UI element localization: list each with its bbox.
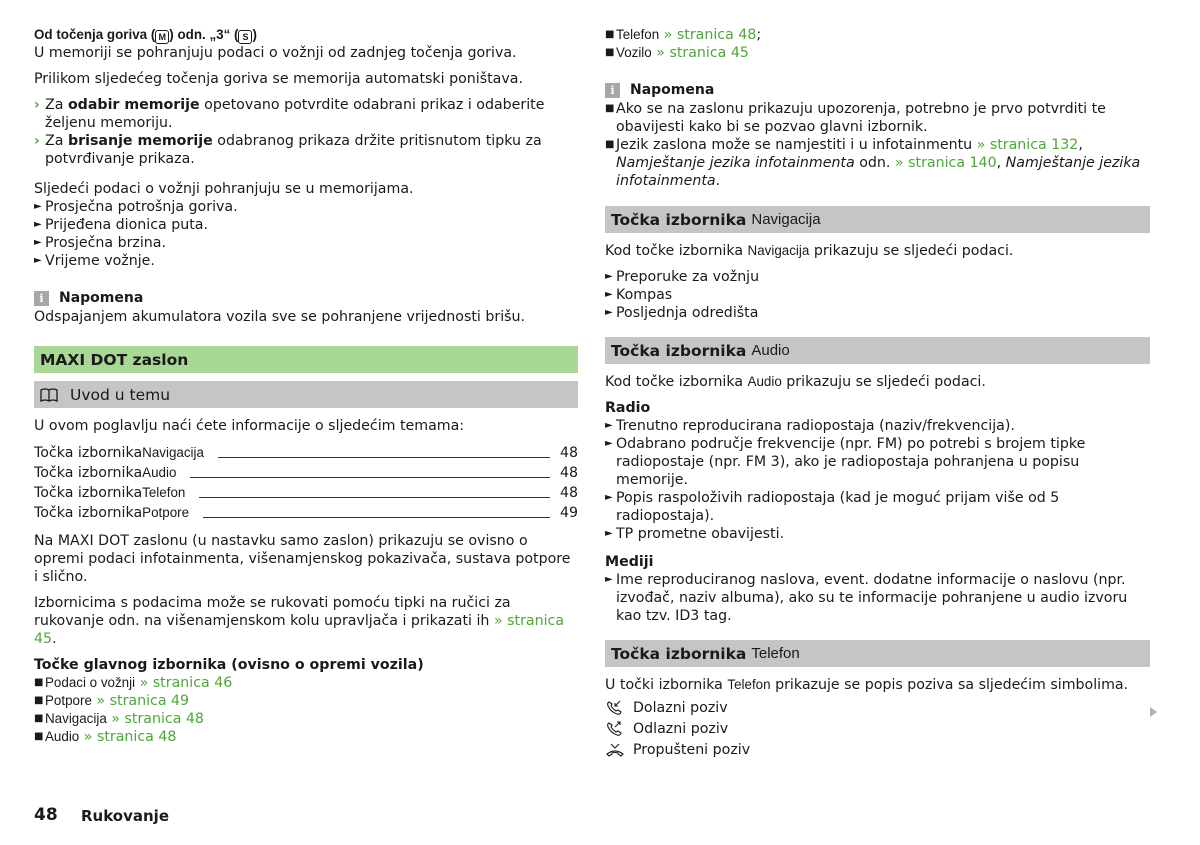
right-column [605,26,1150,760]
toc-entry[interactable]: Točka izbornika Navigacija 48 [34,445,579,461]
paragraph: Prilikom sljedećeg točenja goriva se memorija automatski poništava. [34,71,523,87]
square-bullet-icon: ■ [605,139,615,150]
main-menu-heading: Točke glavnog izbornika (ovisno o opremi vozila) [34,657,424,673]
list-item: ► Prijeđena dionica puta. [34,217,209,233]
note-text: Odspajanjem akumulatora vozila sve se pohranjene vrijednosti brišu. [34,309,526,325]
fuel-memory-heading: Od točenja goriva ( M ) odn. „3“ ( S ) [34,27,257,42]
missed-call-icon [605,742,633,758]
list-item: ► Odabrano područje frekvencije (npr. FM) po potrebi s brojem tipke radiopostaje (npr. FM 3), ako je radiopostaja pohranjena u popisu memorije. [605,436,1086,488]
nav-section-bar: Točka izbornika Navigacija [605,206,1150,233]
triangle-bullet-icon: ► [34,255,42,266]
incoming-call-icon [605,700,633,716]
m-key-icon: M [155,30,169,44]
next-page-arrow-icon[interactable] [1150,707,1157,717]
list-item: ► Trenutno reproducirana radiopostaja (naziv/frekvencija). [605,418,1015,434]
phone-section-bar: Točka izbornika Telefon [605,640,1150,667]
paragraph: U točki izbornika Telefon prikazuje se popis poziva sa sljedećim simbolima. [605,677,1129,693]
triangle-bullet-icon: ► [605,492,613,503]
toc-entry[interactable]: Točka izbornika Telefon 48 [34,485,579,501]
list-item: ► Popis raspoloživih radiopostaja (kad je moguć prijam više od 5 radiopostaja). [605,490,1060,524]
media-heading: Mediji [605,554,654,570]
list-item: ► Vrijeme vožnje. [34,253,155,269]
list-item: ■ Navigacija » stranica 48 [34,711,204,727]
triangle-bullet-icon: ► [34,237,42,248]
paragraph: Kod točke izbornika Audio prikazuju se sljedeći podaci. [605,374,986,390]
symbol-row: Propušteni poziv [605,739,1150,760]
triangle-bullet-icon: ► [605,420,613,431]
list-item: ► Ime reproduciranog naslova, event. dodatne informacije o naslovu (npr. izvođač, naziv albuma), ako su te informacije pohranjene u audio izvoru kao tzv. ID3 tag. [605,572,1128,624]
list-item: ► Posljednja odredišta [605,305,759,321]
triangle-bullet-icon: ► [605,307,613,318]
toc-entry[interactable]: Točka izbornika Potpore 49 [34,505,579,521]
list-item: ► Prosječna brzina. [34,235,166,251]
paragraph: U memoriji se pohranjuju podaci o vožnji od zadnjeg točenja goriva. [34,45,517,61]
square-bullet-icon: ■ [34,677,44,688]
page-link[interactable]: » stranica 48 [83,729,177,745]
list-item: ► TP prometne obavijesti. [605,526,785,542]
note-header: i Napomena [605,80,1150,100]
paragraph: Kod točke izbornika Navigacija prikazuju se sljedeći podaci. [605,243,1014,259]
list-item: ■ Podaci o vožnji » stranica 46 [34,675,233,691]
page-link[interactable]: » stranica 48 [663,27,757,43]
paragraph: U ovom poglavlju naći ćete informacije o sljedećim temama: [34,418,465,434]
step-item: › Za brisanje memorije odabranog prikaza držite pritisnutom tipku za potvrđivanje prikaza. [34,133,542,167]
page-link[interactable]: » stranica 132 [976,137,1079,153]
page-link[interactable]: » stranica 140 [894,155,997,171]
symbol-row: Odlazni poziv [605,718,1150,739]
book-icon [40,388,58,402]
note-header: i Napomena [34,288,578,308]
triangle-bullet-icon: ► [605,271,613,282]
paragraph: Izbornicima s podacima može se rukovati pomoću tipki na ručici za rukovanje odn. na višenamjenskom kolu upravljača i prikazati ih » stranica 45. [34,595,565,647]
paragraph: Sljedeći podaci o vožnji pohranjuju se u memorijama. [34,181,414,197]
note-item: ■ Ako se na zaslonu prikazuju upozorenja, potrebno je prvo potvrditi te obavijesti kako bi se pozvao glavni izbornik. [605,101,1106,135]
page-number: 48 [34,805,58,825]
intro-title-bar: Uvod u temu [34,381,578,408]
main-menu-list [34,674,578,746]
symbol-row: Dolazni poziv [605,697,1150,718]
chevron-icon: › [34,133,40,149]
list-item: ► Preporuke za vožnju [605,269,760,285]
triangle-bullet-icon: ► [34,201,42,212]
info-icon: i [605,83,620,98]
page-link[interactable]: » stranica 45 [656,45,749,61]
s-key-icon: S [238,30,252,44]
audio-section-bar: Točka izbornika Audio [605,337,1150,364]
triangle-bullet-icon: ► [605,289,613,300]
page-link[interactable]: » stranica 49 [96,693,190,709]
radio-heading: Radio [605,400,651,416]
outgoing-call-icon [605,721,633,737]
square-bullet-icon: ■ [34,731,44,742]
data-list [34,198,578,270]
list-item: ► Kompas [605,287,673,303]
footer-section-label: Rukovanje [81,807,170,825]
left-column [34,26,578,746]
triangle-bullet-icon: ► [605,528,613,539]
page-link[interactable]: » stranica 45 [34,613,565,647]
step-item: › Za odabir memorije opetovano potvrdite odabrani prikaz i odaberite željenu memoriju. [34,97,545,131]
triangle-bullet-icon: ► [605,438,613,449]
triangle-bullet-icon: ► [34,219,42,230]
page-link[interactable]: » stranica 48 [111,711,204,727]
page-link[interactable]: » stranica 46 [139,675,233,691]
square-bullet-icon: ■ [34,713,44,724]
list-item: ■ Audio » stranica 48 [34,729,177,745]
section-title-bar: MAXI DOT zaslon [34,346,578,373]
note-item: ■ Jezik zaslona može se namjestiti i u infotainmentu » stranica 132, Namještanje jezika infotainmenta odn. » stranica 140, Namještanje jezika infotainmenta. [605,137,1141,189]
square-bullet-icon: ■ [34,695,44,706]
square-bullet-icon: ■ [605,47,615,58]
info-icon: i [34,291,49,306]
chevron-icon: › [34,97,40,113]
square-bullet-icon: ■ [605,29,615,40]
list-item: ► Prosječna potrošnja goriva. [34,199,238,215]
list-item: ■ Telefon » stranica 48; [605,27,762,43]
triangle-bullet-icon: ► [605,574,613,585]
list-item: ■ Vozilo » stranica 45 [605,45,749,61]
square-bullet-icon: ■ [605,103,615,114]
toc-list [34,443,578,523]
paragraph: Na MAXI DOT zaslonu (u nastavku samo zaslon) prikazuju se ovisno o opremi podaci infotainmenta, višenamjenskog pokazivača, sustava potpore i slično. [34,533,571,585]
toc-entry[interactable]: Točka izbornika Audio 48 [34,465,579,481]
list-item: ■ Potpore » stranica 49 [34,693,190,709]
